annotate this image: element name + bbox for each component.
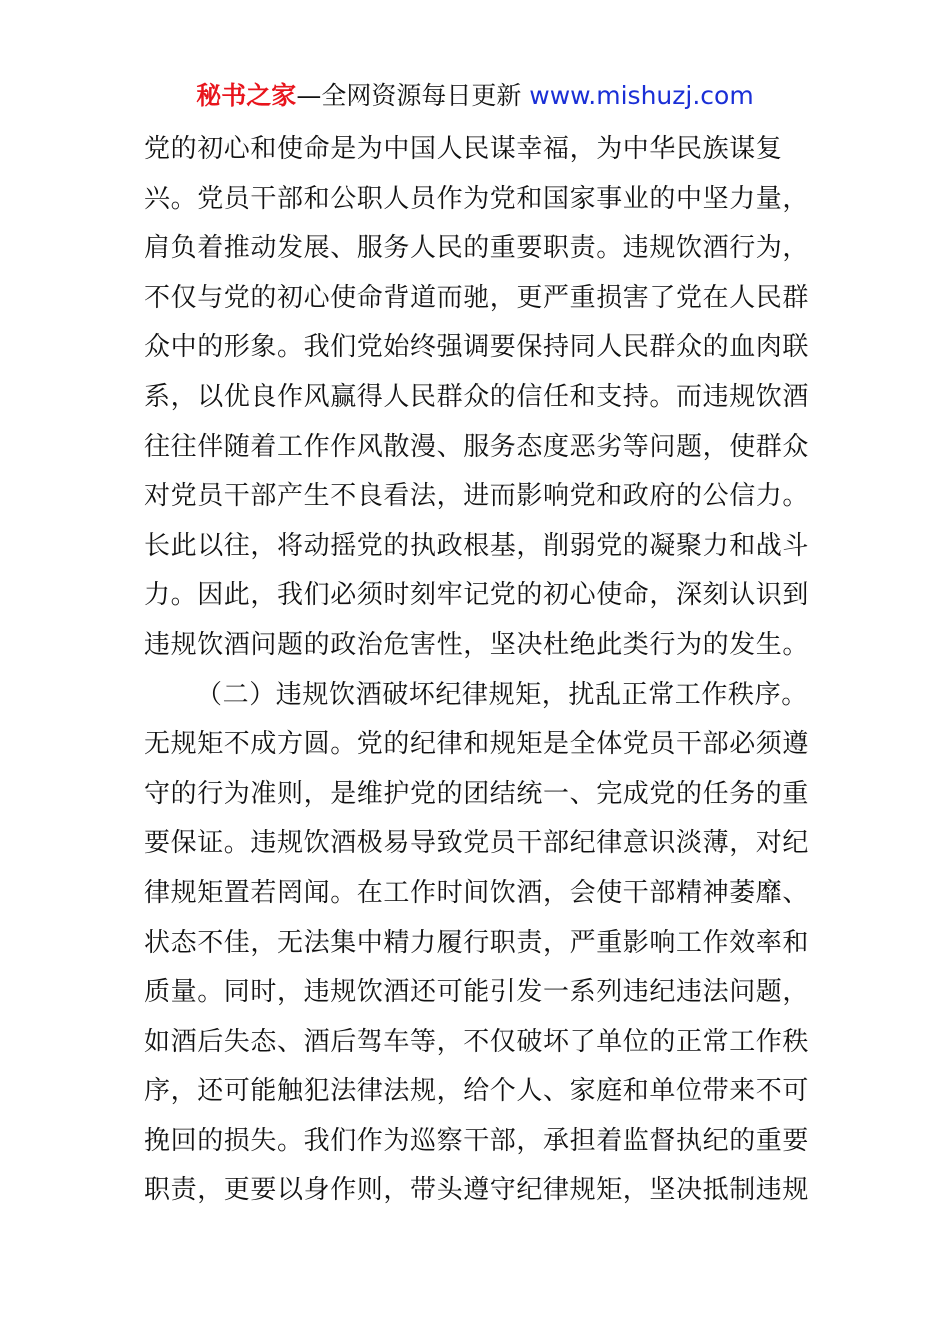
text-line: 违规饮酒问题的政治危害性，坚决杜绝此类行为的发生。 — [144, 629, 810, 660]
site-url-link[interactable]: www.mishuzj.com — [529, 81, 754, 110]
text-line: 序，还可能触犯法律法规，给个人、家庭和单位带来不可 — [144, 1076, 810, 1107]
text-line: 对党员干部产生不良看法，进而影响党和政府的公信力。 — [144, 481, 810, 512]
site-header — [0, 79, 950, 113]
text-line: 长此以往，将动摇党的执政根基，削弱党的凝聚力和战斗 — [144, 530, 810, 561]
text-line: 众中的形象。我们党始终强调要保持同人民群众的血肉联 — [144, 332, 810, 363]
text-line: 守的行为准则，是维护党的团结统一、完成党的任务的重 — [144, 778, 810, 809]
text-line: 律规矩置若罔闻。在工作时间饮酒，会使干部精神萎靡、 — [144, 877, 810, 908]
text-line: 肩负着推动发展、服务人民的重要职责。违规饮酒行为， — [144, 233, 810, 264]
document-body — [144, 125, 808, 1216]
text-line: 系，以优良作风赢得人民群众的信任和支持。而违规饮酒 — [144, 381, 810, 412]
text-line: 党的初心和使命是为中国人民谋幸福，为中华民族谋复 — [144, 134, 783, 164]
text-line: 不仅与党的初心使命背道而驰，更严重损害了党在人民群 — [144, 282, 810, 313]
text-line: 力。因此，我们必须时刻牢记党的初心使命，深刻认识到 — [144, 580, 810, 611]
header-tagline: —全网资源每日更新 — [296, 81, 530, 110]
text-line: 要保证。违规饮酒极易导致党员干部纪律意识淡薄，对纪 — [144, 828, 810, 859]
text-line: 如酒后失态、酒后驾车等，不仅破坏了单位的正常工作秩 — [144, 1026, 810, 1057]
text-line: 状态不佳，无法集中精力履行职责，严重影响工作效率和 — [144, 927, 810, 958]
brand-name: 秘书之家 — [196, 81, 297, 110]
text-line: 挽回的损失。我们作为巡察干部，承担着监督执纪的重要 — [144, 1125, 810, 1156]
text-line: 职责，更要以身作则，带头遵守纪律规矩，坚决抵制违规 — [144, 1175, 810, 1206]
text-line: 质量。同时，违规饮酒还可能引发一系列违纪违法问题， — [144, 977, 810, 1008]
text-line: 兴。党员干部和公职人员作为党和国家事业的中坚力量， — [144, 183, 810, 214]
text-line: 往往伴随着工作作风散漫、服务态度恶劣等问题，使群众 — [144, 431, 810, 462]
text-line: 无规矩不成方圆。党的纪律和规矩是全体党员干部必须遵 — [144, 729, 810, 760]
section-heading: （二）违规饮酒破坏纪律规矩，扰乱正常工作秩序。 — [196, 679, 808, 710]
